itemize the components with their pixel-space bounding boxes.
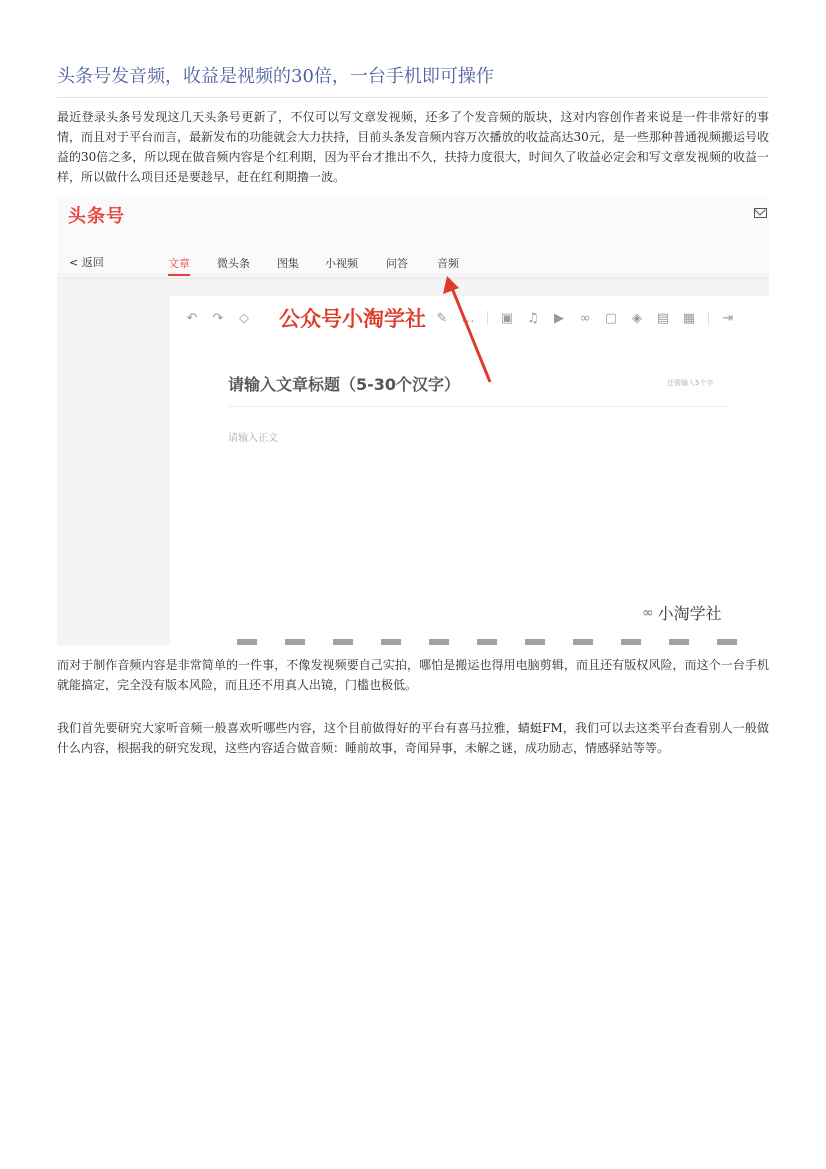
- title-divider: [57, 97, 769, 98]
- tab-short-video: 小视频: [325, 257, 358, 270]
- red-arrow: [57, 196, 769, 645]
- red-watermark: 公众号小淘学社: [277, 303, 428, 333]
- wechat-icon: ∞: [642, 604, 654, 621]
- tab-micro-headline: 微头条: [217, 257, 250, 270]
- tab-article: 文章: [168, 257, 190, 270]
- image-icon: ▣: [500, 310, 514, 326]
- article-paragraph-1: 最近登录头条号发现这几天头条号更新了，不仅可以写文章发视频，还多了个发音频的版块，这对内容创作者来说是一件非常好的事情，而且对于平台而言，最新发布的功能就会大力扶持，目前头条发音频内容万次播放的收益高达30元，是一些那种普通视频搬运号收益的30倍之多，所以现在做音频内容是个红利期，因为平台才推出不久，扶持力度很大，时间久了收益必定会和写文章发视频的收益一样，所以做什么项目还是要趁早，赶在红利期撸一波。: [57, 110, 769, 184]
- format-icon: ✎: [436, 310, 448, 326]
- redo-icon: ↷: [212, 310, 224, 326]
- embedded-screenshot: [57, 196, 769, 645]
- undo-icon: ↶: [186, 310, 198, 326]
- gift-icon: ▦: [682, 310, 696, 326]
- folder-icon: ▢: [604, 310, 618, 326]
- doc-icon: ▤: [656, 310, 670, 326]
- title-underline: [228, 406, 728, 407]
- toutiao-logo: 头条号: [68, 206, 125, 227]
- cropped-text-strip: [237, 639, 757, 645]
- shape-icon: ◈: [632, 310, 642, 326]
- char-count: 还需输入5个字: [667, 379, 714, 387]
- body-placeholder: 请输入正文: [228, 433, 278, 444]
- back-link: < 返回: [69, 256, 104, 269]
- brand-name: 小淘学社: [657, 604, 722, 623]
- link-icon: ∞: [579, 310, 591, 326]
- eraser-icon: ◇: [239, 310, 249, 326]
- article-title: 头条号发音频，收益是视频的30倍，一台手机即可操作: [57, 66, 494, 87]
- more-icon: …: [461, 310, 475, 326]
- export-icon: ⇥: [722, 310, 734, 326]
- video-icon: ▶: [554, 310, 564, 326]
- article-title-placeholder: 请输入文章标题（5-30个汉字）: [228, 375, 461, 394]
- music-icon: ♫: [527, 310, 539, 326]
- article-paragraph-2: 而对于制作音频内容是非常简单的一件事，不像发视频要自己实拍，哪怕是搬运也得用电脑剪辑，而且还有版权风险，而这个一台手机就能搞定，完全没有版本风险，而且还不用真人出镜，门槛也极低。: [57, 658, 769, 692]
- tab-audio: 音频: [437, 257, 459, 270]
- brand-watermark: [642, 601, 722, 624]
- article-paragraph-3: 我们首先要研究大家听音频一般喜欢听哪些内容，这个目前做得好的平台有喜马拉雅，蜻蜓FM，我们可以去这类平台查看别人一般做什么内容，根据我的研究发现，这些内容适合做音频：睡前故事，奇闻异事，未解之谜，成功励志，情感驿站等等。: [57, 721, 769, 755]
- tab-qa: 问答: [386, 257, 408, 270]
- tab-gallery: 图集: [277, 257, 299, 270]
